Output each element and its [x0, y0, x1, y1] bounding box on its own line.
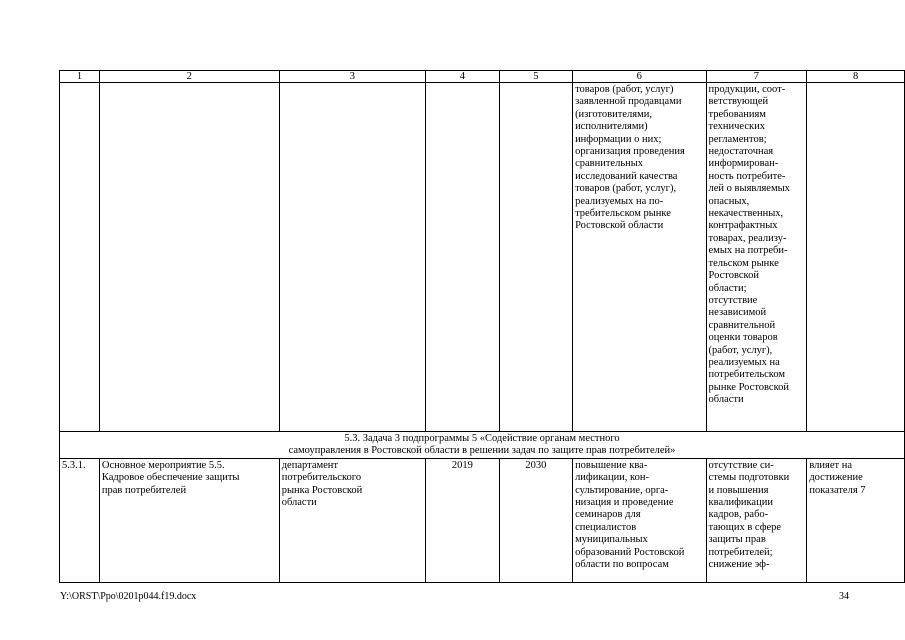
cell-indicator-link: влияет на достижение показателя 7: [807, 458, 905, 582]
col-number: 7: [706, 71, 807, 83]
footer-file-path: Y:\ORST\Ppo\0201p044.f19.docx: [60, 591, 197, 602]
cell-executor: департамент потребительского рынка Ростовской области: [279, 458, 425, 582]
cell-consequences: отсутствие си- стемы подготовки и повышения квалификации кадров, рабо- тающих в сфере защиты прав потребителей; снижение эф-: [706, 458, 807, 582]
col-number: 2: [99, 71, 279, 83]
cell-result-continued: товаров (работ, услуг) заявленной продавцами (изготовителями, исполнителями) информации о них; организация проведения сравнительных исследований качества товаров (работ, услуг), реализуемых на по- требительском рынке Ростовской области: [573, 83, 706, 432]
col-number: 1: [60, 71, 100, 83]
cell-empty: [279, 83, 425, 432]
col-number: 5: [499, 71, 573, 83]
cell-number: 5.3.1.: [60, 458, 100, 582]
task-heading: 5.3. Задача 3 подпрограммы 5 «Содействие органам местного самоуправления в Ростовской области в решении задач по защите прав потребителей»: [60, 432, 905, 459]
cell-start-year: 2019: [426, 458, 500, 582]
cell-consequences-continued: продукции, соот- ветствующей требованиям технических регламентов; недостаточная информирован- ность потребите- лей о выявляемых опасных, некачественных, контрафактных товарах, реализу- емых на потреби- тельском рынке Ростовской области; отсутствие независимой сравнительной оценки товаров (работ, услуг), реализуемых на потребительском рынке Ростовской области: [706, 83, 807, 432]
cell-empty: [99, 83, 279, 432]
col-number: 6: [573, 71, 706, 83]
col-number: 3: [279, 71, 425, 83]
task-heading-row: [60, 432, 905, 459]
col-number: 4: [426, 71, 500, 83]
col-number: 8: [807, 71, 905, 83]
column-number-row: [60, 71, 905, 83]
cell-empty: [499, 83, 573, 432]
cell-empty: [426, 83, 500, 432]
cell-expected-result: повышение ква- лификации, кон- сультирование, орга- низация и проведение семинаров для специалистов муниципальных образований Ростовской области по вопросам: [573, 458, 706, 582]
cell-end-year: 2030: [499, 458, 573, 582]
page-number: 34: [839, 591, 849, 602]
program-table: [59, 70, 905, 583]
cell-empty: [60, 83, 100, 432]
cell-activity-name: Основное мероприятие 5.5. Кадровое обеспечение защиты прав потребителей: [99, 458, 279, 582]
table-row: [60, 458, 905, 582]
cell-empty: [807, 83, 905, 432]
table-row-continued: [60, 83, 905, 432]
